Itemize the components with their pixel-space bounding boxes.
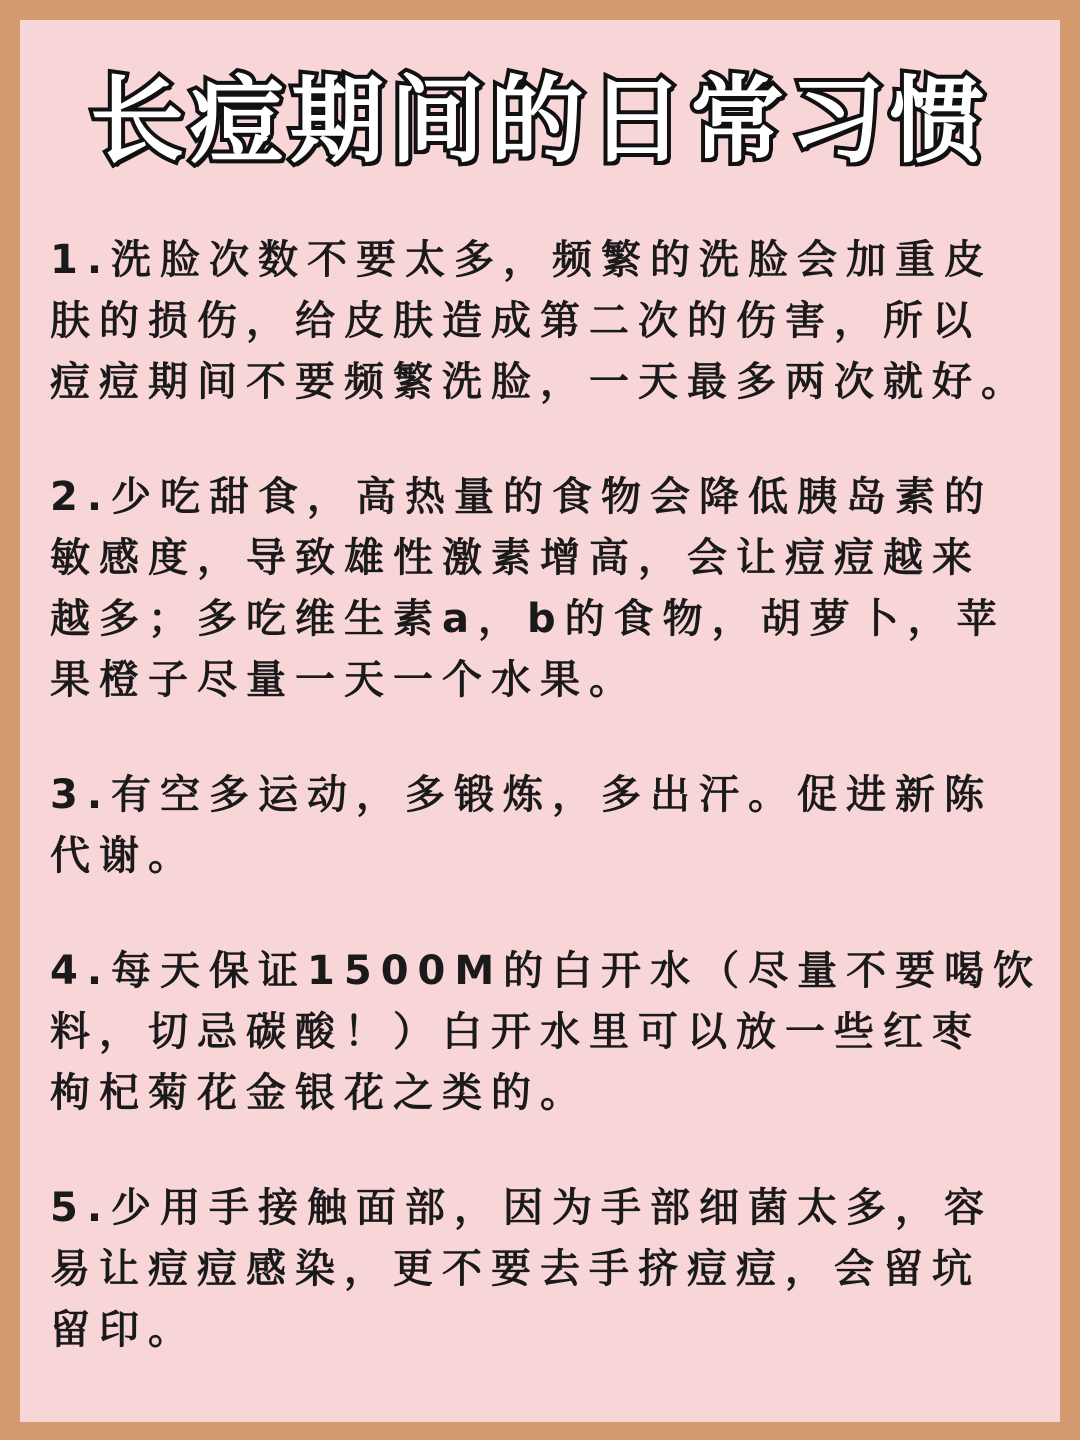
tip-item-4: 4.每天保证1500M的白开水（尽量不要喝饮 料，切忌碳酸！）白开水里可以放一些红枣 枸杞菊花金银花之类的。 xyxy=(50,948,1043,1116)
tips-list xyxy=(50,230,1060,1415)
tip-item-5: 5.少用手接触面部，因为手部细菌太多，容 易让痘痘感染，更不要去手挤痘痘，会留坑 留印。 xyxy=(50,1185,994,1353)
tip-item-3: 3.有空多运动，多锻炼，多出汗。促进新陈 代谢。 xyxy=(50,772,994,879)
content-card xyxy=(20,20,1060,1422)
tip-item-1: 1.洗脸次数不要太多，频繁的洗脸会加重皮 肤的损伤，给皮肤造成第二次的伤害，所以 痘痘期间不要频繁洗脸，一天最多两次就好。 xyxy=(50,237,1030,405)
page-title: 长痘期间的日常习惯 xyxy=(89,67,990,176)
tip-item-2: 2.少吃甜食，高热量的食物会降低胰岛素的 敏感度，导致雄性激素增高，会让痘痘越来 越多；多吃维生素a，b的食物，胡萝卜，苹 果橙子尽量一天一个水果。 xyxy=(50,474,1006,703)
